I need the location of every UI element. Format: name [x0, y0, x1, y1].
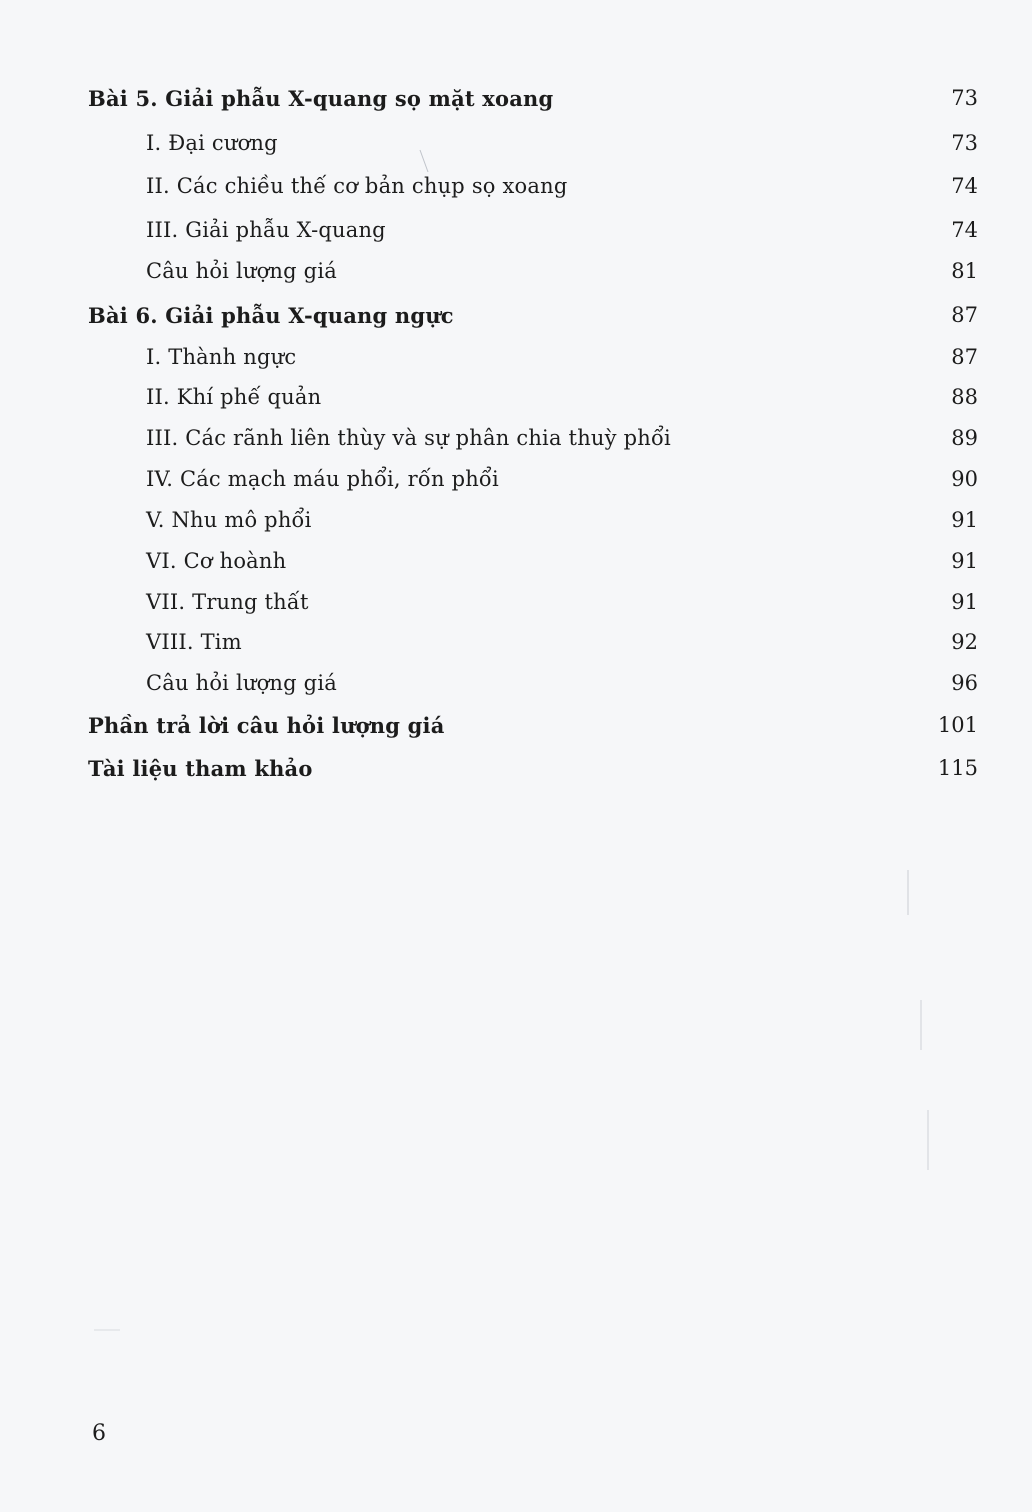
toc-entry-title: IV. Các mạch máu phổi, rốn phổi	[146, 467, 499, 491]
toc-entry-title: Tài liệu tham khảo	[88, 755, 313, 781]
toc-entry-title: Phần trả lời câu hỏi lượng giá	[88, 712, 445, 738]
toc-entry-title: VII. Trung thất	[146, 590, 309, 614]
toc-entry-title: Câu hỏi lượng giá	[146, 259, 337, 283]
toc-entry-page: 96	[951, 671, 978, 695]
page-number: 6	[92, 1421, 106, 1446]
toc-entry-page: 92	[951, 630, 978, 654]
toc-entry-section[interactable]	[88, 586, 978, 618]
toc-entry-page: 88	[951, 385, 978, 409]
toc-entry-page: 89	[951, 426, 978, 450]
toc-entry-page: 81	[951, 259, 978, 283]
toc-entry-section[interactable]	[88, 504, 978, 536]
toc-entry-section[interactable]	[88, 422, 978, 454]
toc-entry-answers[interactable]	[88, 709, 978, 741]
toc-entry-page: 74	[951, 218, 978, 242]
toc-entry-page: 90	[951, 467, 978, 491]
toc-entry-page: 73	[951, 131, 978, 155]
toc-entry-section[interactable]	[88, 170, 978, 202]
toc-entry-title: II. Các chiều thế cơ bản chụp sọ xoang	[146, 174, 568, 198]
toc-entry-page: 91	[951, 508, 978, 532]
toc-entry-title: II. Khí phế quản	[146, 385, 322, 409]
toc-entry-page: 115	[937, 756, 978, 780]
toc-entry-page: 73	[951, 86, 978, 110]
toc-entry-section[interactable]	[88, 545, 978, 577]
toc-entry-title: Bài 6. Giải phẫu X-quang ngực	[88, 302, 454, 328]
toc-entry-section[interactable]	[88, 214, 978, 246]
toc-entry-title: III. Giải phẫu X-quang	[146, 218, 386, 242]
toc-entry-title: I. Thành ngực	[146, 345, 297, 369]
toc-entry-chapter-5[interactable]	[88, 82, 978, 114]
toc-entry-section[interactable]	[88, 463, 978, 495]
toc-entry-section[interactable]	[88, 341, 978, 373]
toc-entry-page: 91	[951, 549, 978, 573]
toc-entry-title: Câu hỏi lượng giá	[146, 671, 337, 695]
toc-entry-title: Bài 5. Giải phẫu X-quang sọ mặt xoang	[88, 85, 554, 111]
toc-entry-section[interactable]	[88, 667, 978, 699]
toc-entry-title: I. Đại cương	[146, 131, 278, 155]
toc-entry-section[interactable]	[88, 381, 978, 413]
toc-entry-title: VI. Cơ hoành	[146, 549, 287, 573]
toc-entry-title: V. Nhu mô phổi	[146, 508, 312, 532]
toc-entry-title: VIII. Tim	[146, 630, 242, 654]
toc-entry-page: 91	[951, 590, 978, 614]
toc-entry-page: 87	[951, 345, 978, 369]
toc-entry-references[interactable]	[88, 752, 978, 784]
toc-entry-page: 74	[951, 174, 978, 198]
toc-entry-page: 101	[937, 713, 978, 737]
toc-entry-section[interactable]	[88, 127, 978, 159]
toc-entry-section[interactable]	[88, 626, 978, 658]
toc-entry-section[interactable]	[88, 255, 978, 287]
toc-entry-page: 87	[951, 303, 978, 327]
toc-entry-title: III. Các rãnh liên thùy và sự phân chia thuỳ phổi	[146, 426, 671, 450]
toc-entry-chapter-6[interactable]	[88, 299, 978, 331]
